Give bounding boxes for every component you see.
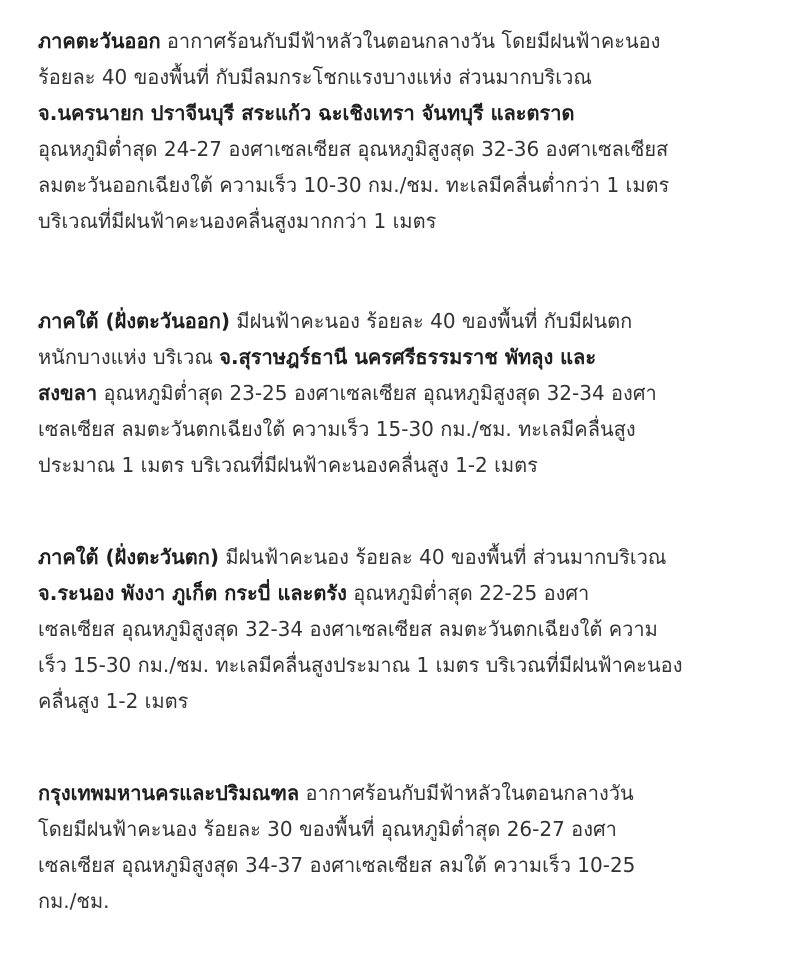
paragraph-line: โดยมีฝนฟ้าคะนอง ร้อยละ 30 ของพื้นที่ อุณหภูมิต่ำสุด 26-27 องศา [38,817,617,841]
paragraph-line: บริเวณที่มีฝนฟ้าคะนองคลื่นสูงมากกว่า 1 เมตร [38,209,437,233]
forecast-section-bangkok [38,775,768,919]
paragraph-line [38,303,768,339]
paragraph-line: ร้อยละ 40 ของพื้นที่ กับมีลมกระโชกแรงบางแห่ง ส่วนมากบริเวณ [38,65,592,89]
paragraph-line [38,775,768,811]
region-heading: ภาคใต้ (ฝั่งตะวันออก) [38,309,231,333]
paragraph-line: ลมตะวันออกเฉียงใต้ ความเร็ว 10-30 กม./ชม. ทะเลมีคลื่นต่ำกว่า 1 เมตร [38,173,670,197]
province-list: จ.สุราษฎร์ธานี นครศรีธรรมราช พัทลุง และ [219,345,597,369]
paragraph-line: เซลเซียส อุณหภูมิสูงสุด 32-34 องศาเซลเซียส ลมตะวันตกเฉียงใต้ ความ [38,617,658,641]
province-list: สงขลา [38,381,98,405]
forecast-text: มีฝนฟ้าคะนอง ร้อยละ 40 ของพื้นที่ กับมีฝนตก [230,309,633,333]
forecast-text: อุณหภูมิต่ำสุด 22-25 องศา [346,581,590,605]
province-list: จ.นครนายก ปราจีนบุรี สระแก้ว ฉะเชิงเทรา จันทบุรี และตราด [38,101,575,125]
paragraph-line [38,539,768,575]
paragraph-line [38,339,768,375]
paragraph-line: เซลเซียส อุณหภูมิสูงสุด 34-37 องศาเซลเซียส ลมใต้ ความเร็ว 10-25 [38,853,636,877]
forecast-text: มีฝนฟ้าคะนอง ร้อยละ 40 ของพื้นที่ ส่วนมากบริเวณ [219,545,667,569]
forecast-section-south-east-coast [38,303,768,483]
paragraph-line: กม./ชม. [38,889,110,913]
paragraph-line [38,23,768,59]
forecast-text: อากาศร้อนกับมีฟ้าหลัวในตอนกลางวัน โดยมีฝนฟ้าคะนอง [160,29,661,53]
paragraph-line: เซลเซียส ลมตะวันตกเฉียงใต้ ความเร็ว 15-30 กม./ชม. ทะเลมีคลื่นสูง [38,417,636,441]
region-heading: ภาคใต้ (ฝั่งตะวันตก) [38,545,220,569]
paragraph-line: อุณหภูมิต่ำสุด 24-27 องศาเซลเซียส อุณหภูมิสูงสุด 32-36 องศาเซลเซียส [38,137,669,161]
forecast-text: หนักบางแห่ง บริเวณ [38,345,220,369]
forecast-text: อากาศร้อนกับมีฟ้าหลัวในตอนกลางวัน [299,781,634,805]
forecast-text: อุณหภูมิต่ำสุด 23-25 องศาเซลเซียส อุณหภูมิสูงสุด 32-34 องศา [97,381,657,405]
region-heading: กรุงเทพมหานครและปริมณฑล [38,781,300,805]
forecast-section-south-west-coast [38,539,768,719]
province-list: จ.ระนอง พังงา ภูเก็ต กระบี่ และตรัง [38,581,347,605]
paragraph-line [38,575,768,611]
paragraph-line: คลื่นสูง 1-2 เมตร [38,689,189,713]
region-heading: ภาคตะวันออก [38,29,161,53]
paragraph-line: ประมาณ 1 เมตร บริเวณที่มีฝนฟ้าคะนองคลื่นสูง 1-2 เมตร [38,453,538,477]
paragraph-line: เร็ว 15-30 กม./ชม. ทะเลมีคลื่นสูงประมาณ 1 เมตร บริเวณที่มีฝนฟ้าคะนอง [38,653,683,677]
forecast-section-east [38,23,768,239]
paragraph-line [38,375,768,411]
